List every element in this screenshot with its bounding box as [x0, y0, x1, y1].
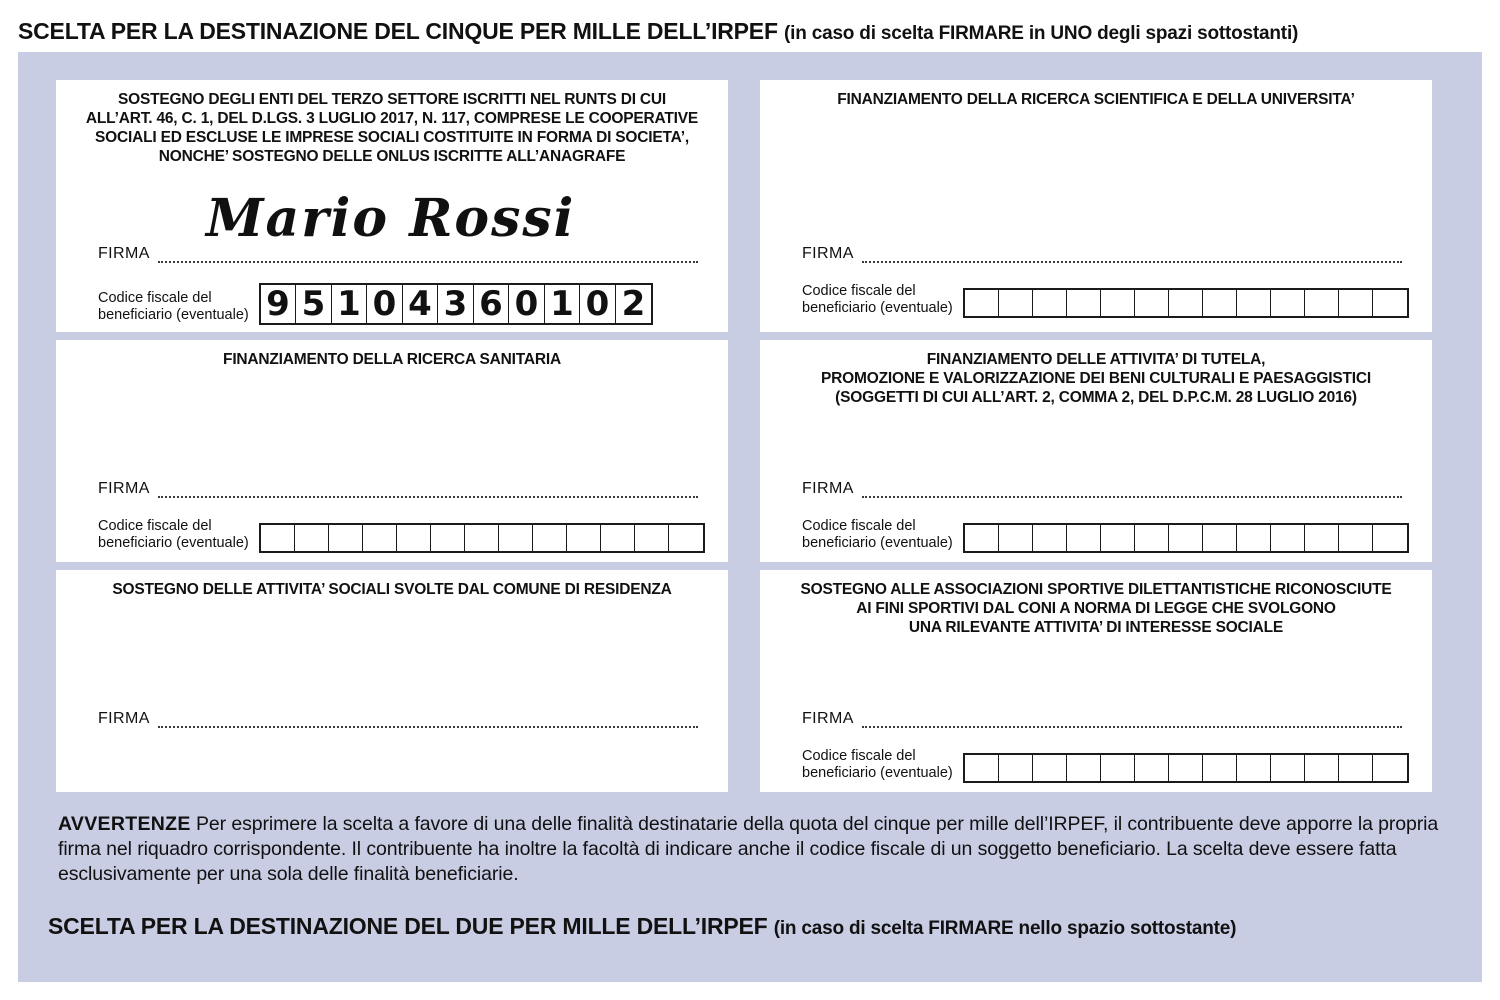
codice-fiscale-field-beni-culturali[interactable] [802, 518, 1409, 553]
firma-dotted-line[interactable] [862, 712, 1402, 728]
cf-label-line1: Codice fiscale del [802, 748, 916, 764]
cf-label-line1: Codice fiscale del [802, 283, 916, 299]
firma-label: FIRMA [802, 480, 854, 497]
codice-fiscale-field-terzo-settore[interactable] [98, 283, 653, 325]
box-ricerca-sanitaria-title [56, 340, 728, 369]
box-terzo-settore-title [56, 80, 728, 166]
codice-fiscale-boxes-ricerca-scientifica[interactable] [963, 288, 1409, 318]
firma-dotted-line[interactable] [158, 247, 698, 263]
cf-cell[interactable] [1101, 290, 1135, 316]
cf-digit: 1 [545, 285, 581, 323]
codice-fiscale-value-terzo-settore[interactable] [259, 283, 654, 325]
cf-cell[interactable] [1237, 525, 1271, 551]
firma-field-beni-culturali[interactable] [802, 480, 1402, 498]
avvertenze-title: AVVERTENZE [58, 813, 191, 835]
page-title-cinque-per-mille [18, 18, 1482, 45]
firma-label: FIRMA [98, 480, 150, 497]
cf-cell[interactable] [1169, 755, 1203, 781]
cf-digit: 3 [438, 285, 474, 323]
firma-dotted-line[interactable] [862, 247, 1402, 263]
form-panel [18, 52, 1482, 982]
cf-cell[interactable] [1203, 755, 1237, 781]
cf-label-line2: beneficiario (eventuale) [98, 307, 249, 323]
box-attivita-sociali-comune[interactable] [56, 570, 728, 792]
firma-field-ricerca-scientifica[interactable] [802, 245, 1402, 263]
page-title-due-per-mille [48, 913, 1236, 940]
cf-cell[interactable] [1339, 755, 1373, 781]
cf-cell[interactable] [1373, 290, 1407, 316]
codice-fiscale-boxes-beni-culturali[interactable] [963, 523, 1409, 553]
firma-label: FIRMA [98, 245, 150, 262]
title-line: SOSTEGNO DELLE ATTIVITA’ SOCIALI SVOLTE DAL COMUNE DI RESIDENZA [112, 581, 672, 598]
cf-cell[interactable] [397, 525, 431, 551]
cf-cell[interactable] [1271, 290, 1305, 316]
codice-fiscale-label [802, 518, 963, 553]
firma-dotted-line[interactable] [158, 712, 698, 728]
firma-label: FIRMA [802, 710, 854, 727]
cf-cell[interactable] [1271, 525, 1305, 551]
cf-cell[interactable] [499, 525, 533, 551]
cf-digit: 0 [367, 285, 403, 323]
cf-cell[interactable] [1339, 525, 1373, 551]
firma-field-ricerca-sanitaria[interactable] [98, 480, 698, 498]
title-line: FINANZIAMENTO DELLA RICERCA SANITARIA [223, 351, 561, 368]
firma-label: FIRMA [802, 245, 854, 262]
firma-dotted-line[interactable] [862, 482, 1402, 498]
cf-cell[interactable] [1339, 290, 1373, 316]
cf-cell[interactable] [1135, 290, 1169, 316]
cf-cell[interactable] [1373, 755, 1407, 781]
codice-fiscale-field-ricerca-sanitaria[interactable] [98, 518, 705, 553]
box-beni-culturali[interactable] [760, 340, 1432, 562]
box-ricerca-scientifica[interactable] [760, 80, 1432, 332]
codice-fiscale-label [98, 518, 259, 553]
title-line: FINANZIAMENTO DELLA RICERCA SCIENTIFICA E DELLA UNIVERSITA’ [837, 91, 1355, 108]
firma-dotted-line[interactable] [158, 482, 698, 498]
cf-cell[interactable] [1067, 755, 1101, 781]
codice-fiscale-label [98, 290, 259, 325]
title-line: SOCIALI ED ESCLUSE LE IMPRESE SOCIALI COSTITUITE IN FORMA DI SOCIETA’, [95, 129, 689, 146]
cf-cell[interactable] [669, 525, 703, 551]
cf-label-line2: beneficiario (eventuale) [98, 535, 249, 551]
cf-cell[interactable] [1203, 525, 1237, 551]
cf-cell[interactable] [533, 525, 567, 551]
cf-digit: 2 [621, 284, 646, 324]
cf-cell[interactable] [1237, 290, 1271, 316]
bottom-title-main: SCELTA PER LA DESTINAZIONE DEL DUE PER MILLE DELL’IRPEF [48, 913, 768, 939]
cf-label-line2: beneficiario (eventuale) [802, 535, 953, 551]
cf-digit: 5 [296, 285, 332, 323]
box-associazioni-sportive[interactable] [760, 570, 1432, 792]
cf-cell[interactable] [431, 525, 465, 551]
title-line: AI FINI SPORTIVI DAL CONI A NORMA DI LEGGE CHE SVOLGONO [856, 600, 1336, 617]
box-ricerca-sanitaria[interactable] [56, 340, 728, 562]
cf-digit: 6 [474, 285, 510, 323]
cf-cell[interactable] [295, 525, 329, 551]
cf-cell[interactable] [261, 525, 295, 551]
cf-digit: 0 [580, 285, 616, 323]
cf-cell[interactable] [1135, 755, 1169, 781]
cf-cell[interactable] [1373, 525, 1407, 551]
cf-cell[interactable] [363, 525, 397, 551]
cf-cell[interactable] [1169, 525, 1203, 551]
cf-digit: 9 [261, 285, 297, 323]
signature-terzo-settore: Mario Rossi [206, 188, 576, 249]
cf-cell[interactable] [1067, 290, 1101, 316]
avvertenze-text: Per esprimere la scelta a favore di una delle finalità destinatarie della quota del cinque per mille dell’IRPEF, il contribuente deve apporre la propria firma nel riquadro corrispondente. Il contribuente ha inoltre la facoltà di indicare anche il codice fiscale di un soggetto beneficiario. La scelta deve essere fatta esclusivamente per una sola delle finalità beneficiarie. [58, 813, 1439, 885]
cf-label-line2: beneficiario (eventuale) [802, 300, 953, 316]
cf-cell[interactable] [1305, 525, 1339, 551]
cf-cell[interactable] [601, 525, 635, 551]
cf-cell[interactable] [1067, 525, 1101, 551]
cf-label-line1: Codice fiscale del [802, 518, 916, 534]
title-line: SOSTEGNO ALLE ASSOCIAZIONI SPORTIVE DILETTANTISTICHE RICONOSCIUTE [800, 581, 1392, 598]
cf-cell[interactable] [1305, 755, 1339, 781]
box-ricerca-scientifica-title [760, 80, 1432, 109]
firma-label: FIRMA [98, 710, 150, 727]
firma-field-associazioni-sportive[interactable] [802, 710, 1402, 728]
box-beni-culturali-title [760, 340, 1432, 407]
codice-fiscale-label [802, 283, 963, 318]
title-line: SOSTEGNO DEGLI ENTI DEL TERZO SETTORE ISCRITTI NEL RUNTS DI CUI [117, 91, 667, 108]
box-terzo-settore[interactable] [56, 80, 728, 332]
cf-cell[interactable] [1169, 290, 1203, 316]
firma-field-attivita-sociali-comune[interactable] [98, 710, 698, 728]
box-attivita-sociali-comune-title [56, 570, 728, 599]
firma-field-terzo-settore[interactable] [98, 245, 698, 263]
cf-cell[interactable] [1305, 290, 1339, 316]
cf-label-line2: beneficiario (eventuale) [802, 765, 953, 781]
cf-cell[interactable] [965, 290, 999, 316]
title-line: NONCHE’ SOSTEGNO DELLE ONLUS ISCRITTE ALL’ANAGRAFE [158, 148, 626, 165]
cf-cell[interactable] [329, 525, 363, 551]
cf-cell[interactable] [635, 525, 669, 551]
cf-cell[interactable] [1135, 525, 1169, 551]
box-associazioni-sportive-title [760, 570, 1432, 637]
title-line: FINANZIAMENTO DELLE ATTIVITA’ DI TUTELA, [926, 351, 1266, 368]
bottom-title-sub: (in caso di scelta FIRMARE nello spazio sottostante) [773, 918, 1237, 939]
cf-cell[interactable] [1033, 525, 1067, 551]
cf-cell[interactable] [965, 755, 999, 781]
title-line: ALL’ART. 46, C. 1, DEL D.LGS. 3 LUGLIO 2017, N. 117, COMPRESE LE COOPERATIVE [85, 110, 699, 127]
cf-cell[interactable] [465, 525, 499, 551]
cf-cell[interactable] [965, 525, 999, 551]
cf-cell[interactable] [1101, 755, 1135, 781]
page-title-sub: (in caso di scelta FIRMARE in UNO degli spazi sottostanti) [784, 23, 1299, 44]
cf-cell[interactable] [1033, 755, 1067, 781]
avvertenze-section [58, 812, 1448, 887]
cf-cell[interactable] [567, 525, 601, 551]
codice-fiscale-field-ricerca-scientifica[interactable] [802, 283, 1409, 318]
title-line: (SOGGETTI DI CUI ALL’ART. 2, COMMA 2, DEL D.P.C.M. 28 LUGLIO 2016) [835, 389, 1357, 406]
cf-cell[interactable] [1237, 755, 1271, 781]
codice-fiscale-field-associazioni-sportive[interactable] [802, 748, 1409, 783]
cf-cell[interactable] [999, 290, 1033, 316]
page-title-main: SCELTA PER LA DESTINAZIONE DEL CINQUE PER MILLE DELL’IRPEF [18, 18, 778, 44]
cf-cell[interactable] [1101, 525, 1135, 551]
title-line: UNA RILEVANTE ATTIVITA’ DI INTERESSE SOCIALE [908, 619, 1284, 636]
title-line: PROMOZIONE E VALORIZZAZIONE DEI BENI CULTURALI E PAESAGGISTICI [821, 370, 1371, 387]
cf-cell[interactable] [1033, 290, 1067, 316]
cf-digit: 0 [509, 285, 545, 323]
codice-fiscale-boxes-ricerca-sanitaria[interactable] [259, 523, 705, 553]
cf-label-line1: Codice fiscale del [98, 290, 212, 306]
cf-cell[interactable] [999, 525, 1033, 551]
cf-cell[interactable] [999, 755, 1033, 781]
cf-digit: 1 [332, 285, 368, 323]
codice-fiscale-label [802, 748, 963, 783]
cf-label-line1: Codice fiscale del [98, 518, 212, 534]
codice-fiscale-boxes-associazioni-sportive[interactable] [963, 753, 1409, 783]
cf-digit: 4 [403, 285, 439, 323]
cf-cell[interactable] [1203, 290, 1237, 316]
cf-cell[interactable] [1271, 755, 1305, 781]
